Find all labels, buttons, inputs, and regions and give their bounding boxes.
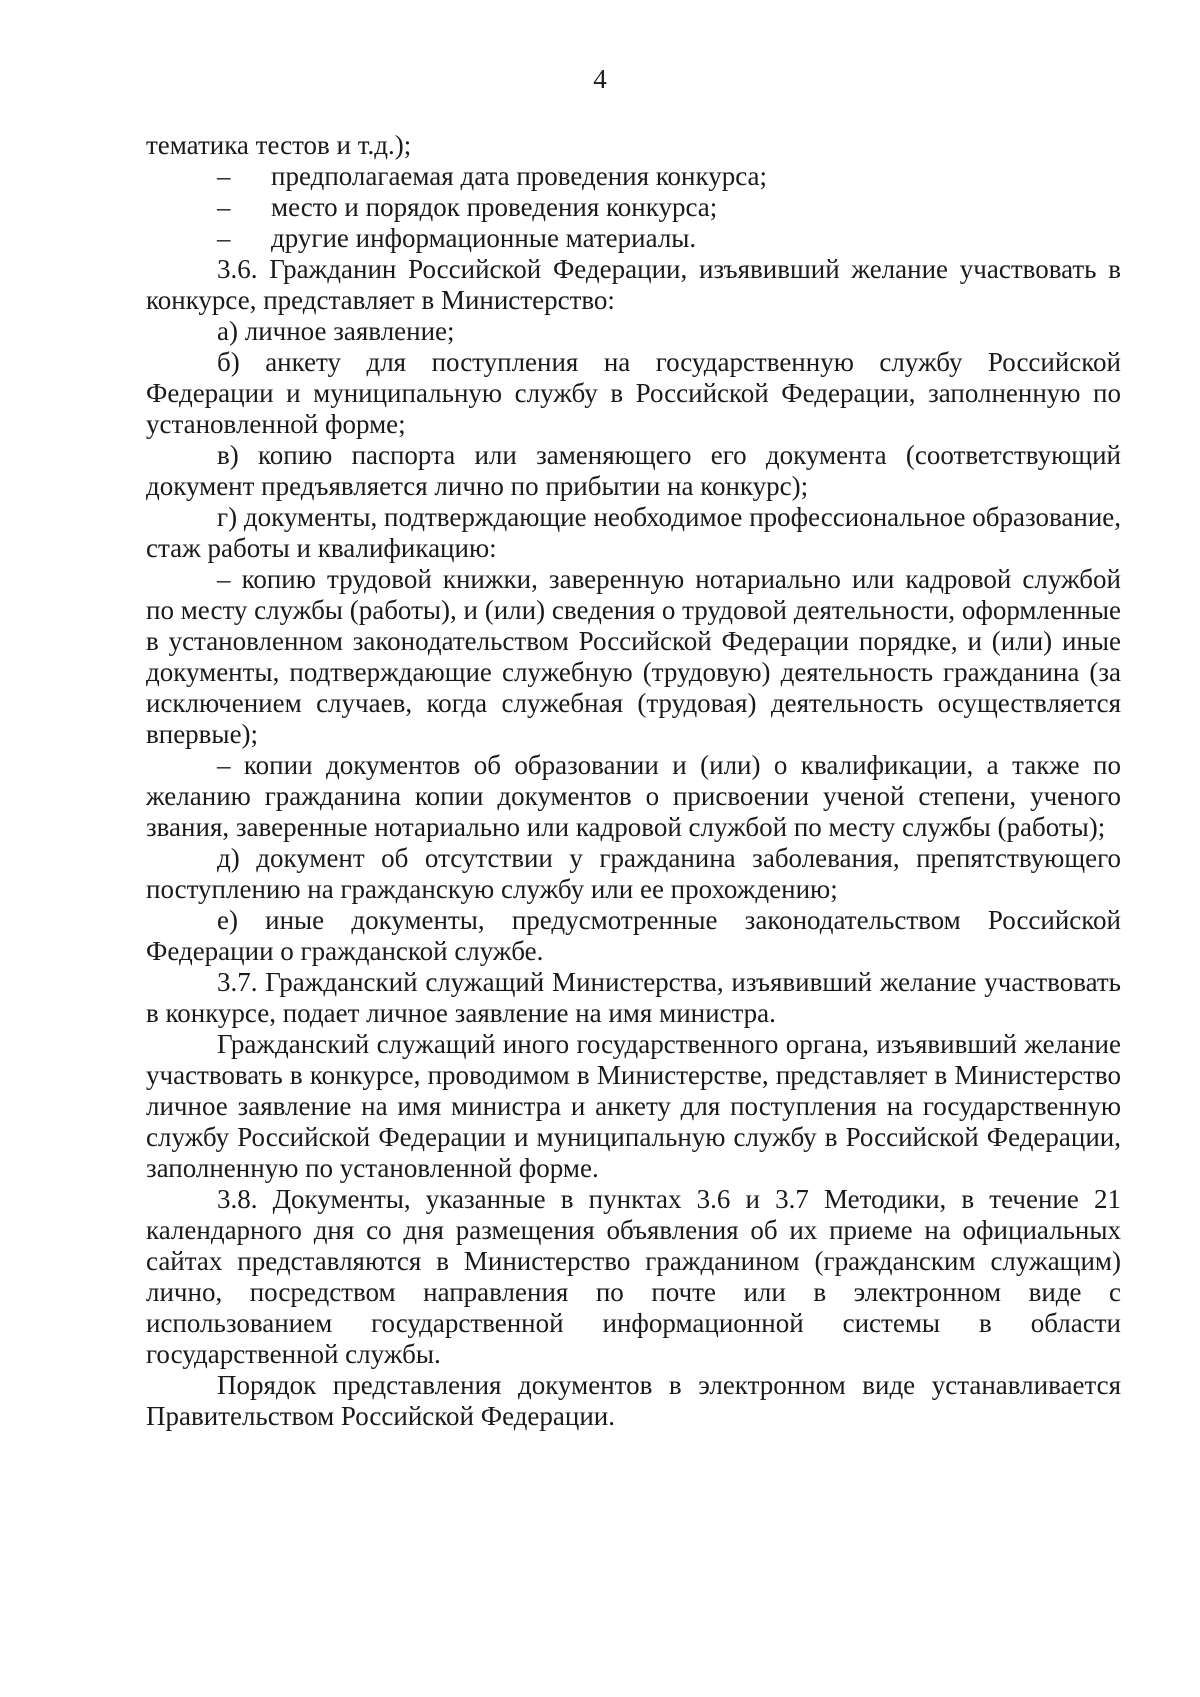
paragraph-item-d: д) документ об отсутствии у гражданина заболевания, препятствующего поступлению на гражданскую службу или ее прохождению; bbox=[146, 843, 1121, 904]
paragraph-subitem-education: – копии документов об образовании и (или) о квалификации, а также по желанию гражданина копии документов о присвоении ученой степени, ученого звания, заверенные нотариально или кадровой службой по месту службы (работы); bbox=[146, 750, 1121, 842]
paragraph-electronic-order: Порядок представления документов в электронном виде устанавливается Правительством Российской Федерации. bbox=[146, 1370, 1121, 1431]
paragraph-3-7: 3.7. Гражданский служащий Министерства, изъявивший желание участвовать в конкурсе, подает личное заявление на имя министра. bbox=[146, 967, 1121, 1028]
paragraph-continuation: тематика тестов и т.д.); bbox=[146, 130, 412, 160]
document-body bbox=[146, 130, 1121, 1432]
paragraph-3-6: 3.6. Гражданин Российской Федерации, изъявивший желание участвовать в конкурсе, представляет в Министерство: bbox=[146, 254, 1121, 315]
dash-marker: – bbox=[217, 192, 231, 222]
dash-marker: – bbox=[217, 161, 231, 191]
list-item-text: предполагаемая дата проведения конкурса; bbox=[271, 161, 768, 191]
list-item bbox=[146, 161, 1121, 192]
paragraph-item-e: е) иные документы, предусмотренные законодательством Российской Федерации о гражданской службе. bbox=[146, 905, 1121, 966]
list-item-text: другие информационные материалы. bbox=[271, 223, 697, 253]
paragraph-item-g: г) документы, подтверждающие необходимое профессиональное образование, стаж работы и квалификацию: bbox=[146, 502, 1121, 563]
paragraph-item-b: б) анкету для поступления на государственную службу Российской Федерации и муниципальную службу в Российской Федерации, заполненную по установленной форме; bbox=[146, 347, 1121, 439]
paragraph-subitem-labor-book: – копию трудовой книжки, заверенную нотариально или кадровой службой по месту службы (работы), и (или) сведения о трудовой деятельности, оформленные в установленном законодательством Российской Федерации порядке, и (или) иные документы, подтверждающие служебную (трудовую) деятельность гражданина (за исключением случаев, когда служебная (трудовая) деятельность осуществляется впервые); bbox=[146, 564, 1121, 749]
page-number: 4 bbox=[593, 64, 607, 94]
list-item bbox=[146, 223, 1121, 254]
list-item-text: место и порядок проведения конкурса; bbox=[271, 192, 718, 222]
paragraph-item-v: в) копию паспорта или заменяющего его документа (соответствующий документ предъявляется лично по прибытии на конкурс); bbox=[146, 440, 1121, 501]
dash-marker: – bbox=[217, 223, 231, 253]
paragraph-item-a: а) личное заявление; bbox=[217, 316, 455, 346]
list-item bbox=[146, 192, 1121, 223]
paragraph-other-organ: Гражданский служащий иного государственного органа, изъявивший желание участвовать в конкурсе, проводимом в Министерстве, представляет в Министерство личное заявление на имя министра и анкету для поступления на государственную службу Российской Федерации и муниципальную службу в Российской Федерации, заполненную по установленной форме. bbox=[146, 1029, 1121, 1183]
paragraph-3-8: 3.8. Документы, указанные в пунктах 3.6 и 3.7 Методики, в течение 21 календарного дня со дня размещения объявления об их приеме на официальных сайтах представляются в Министерство гражданином (гражданским служащим) лично, посредством направления по почте или в электронном виде с использованием государственной информационной системы в области государственной службы. bbox=[146, 1184, 1121, 1369]
